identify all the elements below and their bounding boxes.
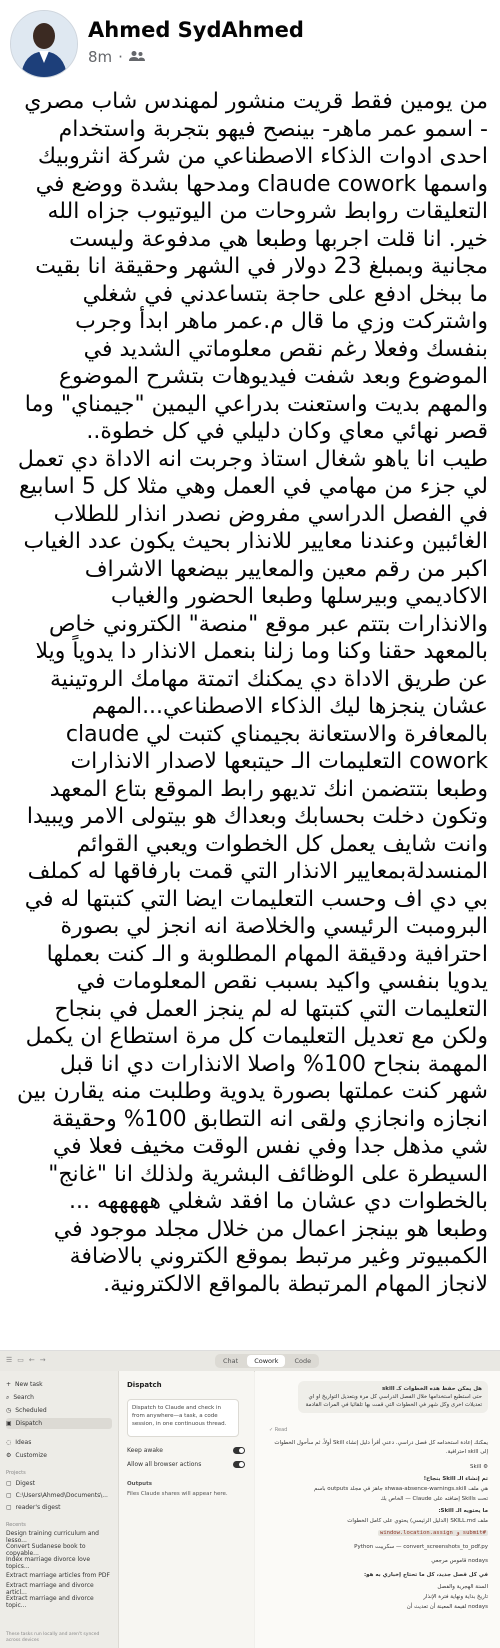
assistant-line: السنة الهجرية والفصل bbox=[437, 1584, 488, 1590]
recent-item[interactable]: Convert Sudanese book to copyable... bbox=[6, 1542, 86, 1557]
clock-icon: ◷ bbox=[6, 1407, 12, 1414]
outputs-empty-text: Files Claude shares will appear here. bbox=[127, 1491, 228, 1497]
chat-thread bbox=[255, 1371, 500, 1648]
post-paragraph: وطبعا هو بينجز اعمال من خلال مجلد موجود في الكمبيوتر وغير مرتبط بموقع الكتروني بالاضافة لانجاز المهام المرتبطة بالمواقع الالكترونية. bbox=[53, 1216, 488, 1297]
post-paragraph: من يومين فقط قريت منشور لمهندس شاب مصري - اسمو عمر ماهر- بينصح فيهو بتجربة واستخدام احدى ادوات الذكاء الاصطناعي من شركة انثروبيك واسمها claude cowork ومدحها بشدة ووضع في التعليقات روابط شروحات من اليوتيوب جزاه الله خير. انا قلت اجربها وطبعا هي مدفوعة وليست مجانية وبمبلغ 23 دولار في الشهر وحقيقة انا بقيت ما ببخل ادفع على حاجة بتساعدني في شغلي واشتركت وزي ما قال م.عمر ماهر ابدأ وجرب بنفسك وفعلا رغم نقص معلوماتي الشديد في الموضوع وبعد شفت فيديوهات بتشرح الموضوع والمهم بديت واستعنت بدراعي اليمين "جيمناي" وما قصر نهائي معاي وكان دليلي في كل خطوة.. bbox=[24, 89, 488, 444]
sidebar-item-search[interactable] bbox=[6, 1392, 112, 1403]
assistant-line: nodays لقيمة المعينة أن تعديث أن bbox=[406, 1604, 488, 1610]
assistant-line: ما يحتويه الـ Skill: bbox=[438, 1508, 488, 1514]
sidebar-item-label: Scheduled bbox=[15, 1407, 47, 1414]
customize-icon: ⚙ bbox=[6, 1452, 12, 1459]
assistant-success: تم إنشاء الـ Skill بنجاح! bbox=[423, 1476, 488, 1482]
post-meta bbox=[88, 48, 145, 66]
post-text bbox=[14, 88, 488, 1298]
assistant-line: nodays قاموس مرجعي bbox=[431, 1558, 488, 1564]
sidebar-item-ideas[interactable] bbox=[6, 1437, 112, 1448]
folder-icon: ▢ bbox=[6, 1504, 12, 1511]
user-message-title: هل يمكن حفظ هذه الخطوات كـ skill bbox=[382, 1386, 482, 1392]
back-icon[interactable]: ← bbox=[28, 1356, 35, 1364]
post-header bbox=[0, 0, 500, 88]
sidebar-item-label: Ideas bbox=[15, 1439, 32, 1446]
recent-item[interactable]: Extract marriage and divorce articl... bbox=[6, 1581, 94, 1596]
menu-icon[interactable]: ☰ bbox=[6, 1356, 13, 1364]
sidebar-item-label: Dispatch bbox=[15, 1420, 43, 1427]
forward-icon[interactable]: → bbox=[39, 1356, 46, 1364]
meta-separator: · bbox=[118, 48, 123, 66]
author-name[interactable]: Ahmed SydAhmed bbox=[88, 18, 304, 42]
sidebar-item-customize[interactable] bbox=[6, 1450, 112, 1461]
recent-item[interactable]: Design training curriculum and lesso... bbox=[6, 1529, 99, 1544]
post-paragraph: طيب انا ياهو شغال استاذ وجربت انه الاداة دي تعمل لي جزء من مهامي في العمل وهي مثلا كل 5 اسابيع في الفصل الدراسي مفروض نصدر انذار للطلاب الغائبين وعندنا معايير للانذار بحيث يكون عدد الغياب اكبر من رقم معين والمعايير بيضعها الاشراف الاكاديمي وبيرسلها وطبعا الحضور والغياب والانذارات بتتم عبر موقع "منصة" الكتروني خاص بالمعهد حقنا وكنا وما زلنا بنعمل الانذار دا يدوياً ويلا عن طريق الاداة دي يمكنك اتمتة مهامك الروتينية عشان ينجزها ليك الذكاء الاصطناعي...المهم بالمعافرة والاستعانة بجيمناي كتبت لي claude cowork التعليمات الـ حيتبعها لاصدار الانذارات وطبعا بتتضمن انك تديهو رابط الموقع بتاع المعهد وتكون دخلت بحسابك وبعداك هو بيتولى الامر ويبيدا وانت شايف يعمل كل الخطوات ويعبي القوائم المنسدلةبمعايير الانذار التي قمت بارفاقها له كملف بي دي اف وحسب التعليمات ايضا التي كتبتها له في البرومبت الرئيسي والخلاصة انه انجز لي بصورة احترافية ودقيقة المهام المطلوبة و الـ كنت بعملها يدويا بنفسي واكيد بسبب نقص المعلومات في التعليمات التي كتبتها له لم ينجز العمل في بنجاح ولكن مع تعديل التعليمات كل مرة استطاع ان يكمل المهمة بنجاح 100% واصلا الانذارات دي انا قبل شهر كنت عملتها بصورة يدوية وطلبت منه يقارن بين انجازه وانجازي ولقى انه التطابق 100% وحقيقة شي مذهل جدا وفي نفس الوقت مخيف فعلا في السيطرة على الوظائف البشرية ولذلك انا "غانج" بالخطوات دي عشان ما افقد شغلي هههههه ... bbox=[16, 446, 488, 1214]
assistant-line: تاريخ بداية ونهاية فترة الإنذار bbox=[423, 1594, 488, 1600]
dispatch-info-card: Dispatch to Claude and check in from anywhere—a task, a code session, in one continuous thread. bbox=[127, 1399, 239, 1437]
sidebar-item-label: Customize bbox=[15, 1452, 47, 1459]
keep-awake-row[interactable] bbox=[127, 1447, 245, 1454]
lightbulb-icon: ◌ bbox=[6, 1439, 12, 1446]
recents-heading: Recents bbox=[6, 1522, 26, 1528]
attached-screenshot[interactable] bbox=[0, 1350, 500, 1648]
sidebar-item-new-task[interactable] bbox=[6, 1379, 112, 1390]
recent-item[interactable]: Extract marriage articles from PDF bbox=[6, 1572, 110, 1579]
skill-tool-chip[interactable]: ⚙ Skill bbox=[470, 1464, 488, 1470]
project-label: reader's digest bbox=[15, 1504, 61, 1511]
user-message bbox=[298, 1381, 488, 1413]
tab-code[interactable]: Code bbox=[294, 1357, 312, 1365]
allow-browser-toggle[interactable] bbox=[233, 1461, 245, 1468]
folder-icon: ▢ bbox=[6, 1492, 12, 1499]
tab-cowork[interactable]: Cowork bbox=[247, 1355, 285, 1367]
project-item[interactable] bbox=[6, 1478, 112, 1489]
allow-browser-label: Allow all browser actions bbox=[127, 1461, 202, 1468]
assistant-line: في كل فصل جديد، كل ما تحتاج إخباري به هو: bbox=[363, 1572, 488, 1578]
check-icon: ✓ bbox=[269, 1427, 274, 1433]
user-message-body: حتى استطيع استخدامها خلال الفصل الدراسي كل مرة وبتعديل التواريخ او اي تعديلات اخرى وكل شهر في الخطوات التي قمت بها تلقائيا في المرات القادمة bbox=[305, 1394, 482, 1408]
recent-item[interactable]: Index marriage divorce love topics... bbox=[6, 1555, 91, 1570]
recent-item[interactable]: Extract marriage and divorce topic... bbox=[6, 1594, 94, 1609]
assistant-line: تحت Skills إضافته على Claude — الخاص بك bbox=[380, 1496, 488, 1502]
allow-browser-row[interactable] bbox=[127, 1461, 245, 1468]
post-time[interactable]: 8m bbox=[88, 48, 113, 66]
mode-tabs bbox=[215, 1354, 319, 1368]
dispatch-panel bbox=[119, 1371, 254, 1648]
outputs-heading: Outputs bbox=[127, 1481, 152, 1487]
window-controls bbox=[6, 1356, 46, 1364]
search-icon: ⌕ bbox=[6, 1393, 10, 1401]
assistant-line: convert_screenshots_to_pdf.py — سكريبت Python bbox=[354, 1544, 488, 1550]
tool-icon: ⚙ bbox=[483, 1464, 488, 1470]
dispatch-title[interactable]: Dispatch bbox=[127, 1381, 162, 1389]
sidebar-item-label: New task bbox=[15, 1381, 43, 1388]
sidebar-item-scheduled[interactable] bbox=[6, 1405, 112, 1416]
sidebar-item-dispatch[interactable] bbox=[6, 1418, 112, 1429]
assistant-line: window.location.assign و submit# bbox=[380, 1530, 486, 1536]
app-topbar bbox=[0, 1351, 500, 1372]
sidebar bbox=[0, 1371, 119, 1648]
friends-icon bbox=[129, 48, 145, 66]
sidebar-footer-note: These tasks run locally and aren't synced across devices bbox=[6, 1632, 100, 1643]
project-label: C:\Users\Ahmed\Documents\... bbox=[15, 1492, 108, 1499]
assistant-intro: يمكنك إعادة استخدامه كل فصل دراسي. دعني أقرأ دليل إنشاء Skill أولاً، ثم سأحول الخطوات إلى skill احترافية. bbox=[274, 1440, 488, 1455]
projects-heading: Projects bbox=[6, 1470, 26, 1476]
plus-icon: + bbox=[6, 1381, 12, 1388]
sidebar-toggle-icon[interactable]: ▭ bbox=[17, 1356, 24, 1364]
folder-icon: ▢ bbox=[6, 1480, 12, 1487]
avatar[interactable] bbox=[10, 10, 78, 78]
keep-awake-label: Keep awake bbox=[127, 1447, 163, 1454]
sidebar-item-label: Search bbox=[13, 1394, 34, 1401]
read-status: ✓ Read bbox=[269, 1427, 288, 1433]
assistant-line: ملف SKILL.md (الدليل الرئيسي) يحتوي على كامل الخطوات bbox=[347, 1518, 488, 1524]
project-item[interactable] bbox=[6, 1490, 112, 1501]
keep-awake-toggle[interactable] bbox=[233, 1447, 245, 1454]
tab-chat[interactable]: Chat bbox=[223, 1357, 239, 1365]
dispatch-icon: ▣ bbox=[6, 1420, 12, 1427]
avatar-image bbox=[11, 11, 77, 77]
project-item[interactable] bbox=[6, 1502, 112, 1513]
assistant-line: هي ملف shwaa-absence-warnings.skill جاهز في مجلد outputs باسم bbox=[314, 1486, 488, 1492]
project-label: Digest bbox=[15, 1480, 35, 1487]
